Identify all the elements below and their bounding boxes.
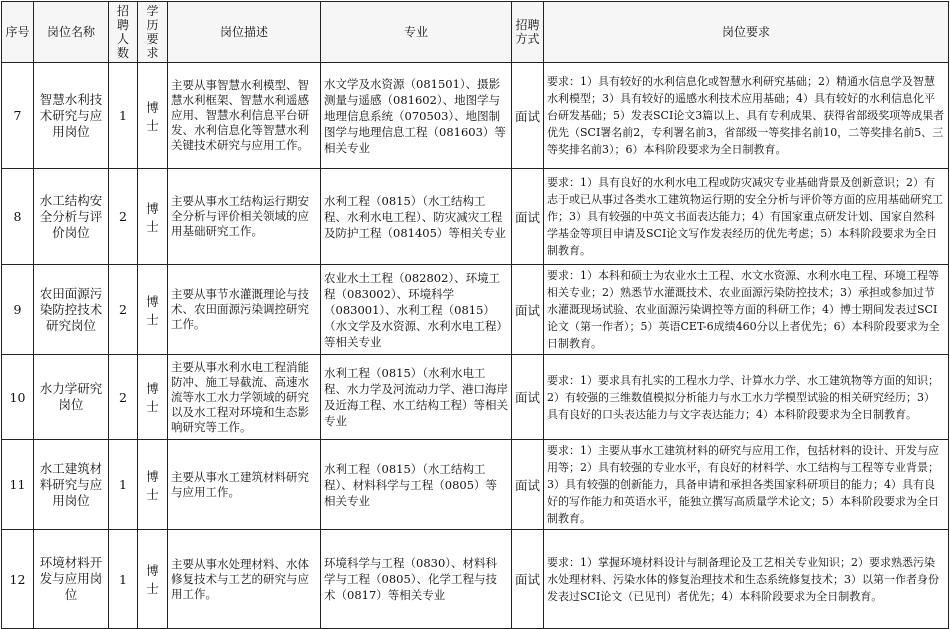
cell-major: 水利工程（0815）（水工结构工程）、材料科学与工程（0805）等相关专业: [321, 440, 512, 530]
cell-method: 面试: [512, 355, 544, 440]
table-row: [2, 169, 949, 265]
cell-count: 2: [109, 169, 138, 265]
header-title: 岗位名称: [34, 2, 109, 63]
table-row: [2, 530, 949, 629]
cell-method: 面试: [512, 530, 544, 629]
cell-req: 要求：1）本科和硕士为农业水土工程、水文水资源、水利水电工程、环境工程等相关专业；2）熟悉节水灌溉技术、农业面源污染防控技术；3）承担或参加过节水灌溉现场试验、农业面源污染调控等方面的科研工作；4）博士期间发表过SCI论文（第一作者）；5）英语CET-6成绩460分以上者优先；6）本科阶段要求为全日制教育。: [544, 265, 949, 355]
cell-no: 8: [2, 169, 34, 265]
table-row: [2, 440, 949, 530]
cell-req: 要求：1）具有良好的水利水电工程或防灾减灾专业基础背景及创新意识；2）有志于或已从事过各类水工建筑物运行期的安全分析与评价等方面的应用基础研究工作；3）具有较强的中英文书面表达能力；4）有国家重点研发计划、国家自然科学基金等项目申请及SCI论文写作发表经历的优先考虑；5）本科阶段要求为全日制教育。: [544, 169, 949, 265]
cell-req: 要求：1）掌握环境材料设计与制备理论及工艺相关专业知识；2）要求熟悉污染水处理材料、污染水体的修复治理技术和生态系统修复技术；3）以第一作者身份发表过SCI论文（已见刊）者优先；4）本科阶段要求为全日制教育。: [544, 530, 949, 629]
cell-count: 1: [109, 530, 138, 629]
cell-major: 环境科学与工程（0830）、材料科学与工程（0805）、化学工程与技术（0817）等相关专业: [321, 530, 512, 629]
cell-count: 2: [109, 265, 138, 355]
cell-degree: 博士: [138, 530, 168, 629]
cell-major: 水利工程（0815）（水利水电工程、水力学及河流动力学、港口海岸及近海工程、水工结构工程）等相关专业: [321, 355, 512, 440]
table-row: [2, 63, 949, 169]
cell-no: 12: [2, 530, 34, 629]
cell-major: 水利工程（0815）（水工结构工程、水利水电工程）、防灾减灾工程及防护工程（081405）等相关专业: [321, 169, 512, 265]
header-row: [2, 2, 949, 63]
cell-title: 水工结构安全分析与评价岗位: [34, 169, 109, 265]
cell-count: 1: [109, 63, 138, 169]
cell-count: 1: [109, 440, 138, 530]
cell-no: 7: [2, 63, 34, 169]
table-row: [2, 265, 949, 355]
cell-degree: 博士: [138, 63, 168, 169]
cell-title: 环境材料开发与应用岗位: [34, 530, 109, 629]
table-row: [2, 355, 949, 440]
header-req: 岗位要求: [544, 2, 949, 63]
cell-title: 水工建筑材料研究与应用岗位: [34, 440, 109, 530]
cell-count: 2: [109, 355, 138, 440]
job-table: [1, 1, 949, 629]
job-table-wrapper: [1, 1, 948, 610]
cell-desc: 主要从事节水灌溉理论与技术、农田面源污染调控研究工作。: [168, 265, 321, 355]
cell-desc: 主要从事智慧水利模型、智慧水利框架、智慧水利遥感应用、智慧水利信息平台研发、水利信息化等智慧水利关键技术研究与应用工作。: [168, 63, 321, 169]
cell-req: 要求：1）具有较好的水利信息化或智慧水利研究基础；2）精通水信息学及智慧水利模型；3）具有较好的遥感水利技术应用基础；4）具有较好的水利信息化平台研发基础；5）发表SCI论文3篇以上、具有专利成果、获得省部级奖项等成果者优先（SCI署名前2，专利署名前3，省部级一等奖排名前10，二等奖排名前5、三等奖排名前3）；6）本科阶段要求为全日制教育。: [544, 63, 949, 169]
cell-method: 面试: [512, 440, 544, 530]
cell-method: 面试: [512, 169, 544, 265]
header-method: 招聘方式: [512, 2, 544, 63]
cell-desc: 主要从事水工建筑材料研究与应用工作。: [168, 440, 321, 530]
cell-method: 面试: [512, 63, 544, 169]
cell-degree: 博士: [138, 440, 168, 530]
cell-degree: 博士: [138, 355, 168, 440]
cell-method: 面试: [512, 265, 544, 355]
cell-title: 智慧水利技术研究与应用岗位: [34, 63, 109, 169]
cell-title: 农田面源污染防控技术研究岗位: [34, 265, 109, 355]
cell-major: 水文学及水资源（081501）、摄影测量与遥感（081602）、地图学与地理信息系统（070503）、地图制图学与地理信息工程（081603）等相关专业: [321, 63, 512, 169]
cell-degree: 博士: [138, 265, 168, 355]
header-no: 序号: [2, 2, 34, 63]
cell-req: 要求：1）要求具有扎实的工程水力学、计算水力学、水工建筑物等方面的知识；2）有较强的三维数值模拟分析能力与水工水力学模型试验的相关研究经历；3）具有良好的口头表达能力与文字表达能力；4）本科阶段要求为全日制教育。: [544, 355, 949, 440]
header-desc: 岗位描述: [168, 2, 321, 63]
cell-title: 水力学研究岗位: [34, 355, 109, 440]
header-degree: 学历要求: [138, 2, 168, 63]
cell-req: 要求：1）主要从事水工建筑材料的研究与应用工作，包括材料的设计、开发与应用等；2）具有较强的专业水平，有良好的材料学、水工结构与工程等专业背景；3）具有较强的创新能力，具备申请和承担各类国家科研项目的能力；4）具有良好的写作能力和英语水平，能独立撰写高质量学术论文；5）本科阶段要求为全日制教育。: [544, 440, 949, 530]
cell-no: 11: [2, 440, 34, 530]
header-major: 专业: [321, 2, 512, 63]
cell-no: 9: [2, 265, 34, 355]
cell-desc: 主要从事水工结构运行期安全分析与评价相关领域的应用基础研究工作。: [168, 169, 321, 265]
cell-desc: 主要从事水处理材料、水体修复技术与工艺的研究与应用工作。: [168, 530, 321, 629]
cell-major: 农业水土工程（082802）、环境工程（083002）、环境科学（083001）、水利工程（0815）（水文学及水资源、水利水电工程）等相关专业: [321, 265, 512, 355]
cell-degree: 博士: [138, 169, 168, 265]
header-count: 招聘人数: [109, 2, 138, 63]
cell-desc: 主要从事水利水电工程消能防冲、施工导截流、高速水流等水工水力学领域的研究以及水工程对环境和生态影响研究等工作。: [168, 355, 321, 440]
cell-no: 10: [2, 355, 34, 440]
